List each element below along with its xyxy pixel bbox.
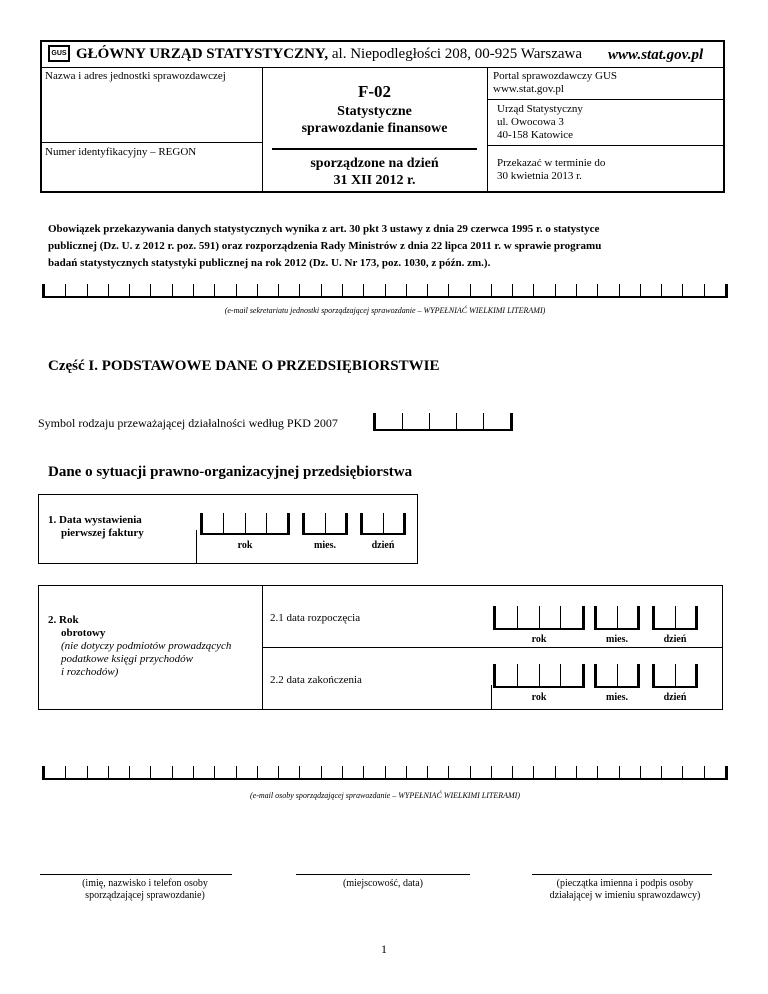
legal-line2: publicznej (Dz. U. z 2012 r. poz. 591) oraz rozporządzenia Rady Ministrów z dnia 22 lipca 2011 r. w sprawie programu	[48, 240, 602, 252]
portal-line1: Portal sprawozdawczy GUS	[493, 70, 618, 82]
q1-month-input[interactable]	[302, 513, 348, 535]
q2-start-month-input[interactable]	[594, 606, 640, 630]
q2-label-line1: Rok	[59, 614, 79, 626]
deadline-line1: Przekazać w terminie do	[497, 157, 606, 169]
signature-line-representative[interactable]	[532, 874, 712, 875]
signature-caption-place-date: (miejscowość, data)	[343, 878, 423, 889]
reporting-date	[262, 155, 487, 189]
q1-label-line1: Data wystawienia	[59, 514, 142, 526]
reporting-unit-label: Nazwa i adres jednostki sprawozdawczej	[45, 70, 226, 82]
preparer-email-input[interactable]	[42, 766, 728, 780]
reporting-date-line2: 31 XII 2012 r.	[333, 173, 416, 188]
q2-end-label: 2.2 data zakończenia	[270, 674, 362, 686]
legal-line3: badań statystycznych statystyki publicznej na rok 2012 (Dz. U. Nr 173, poz. 1030, z późn. zm.).	[48, 257, 491, 269]
office-name: Urząd Statystyczny	[497, 103, 583, 115]
legal-notice	[48, 221, 738, 272]
form-title	[262, 103, 487, 137]
q1-number: 1.	[48, 514, 57, 526]
pkd-label: Symbol rodzaju przeważającej działalności według PKD 2007	[38, 416, 338, 430]
gus-logo-icon	[48, 45, 70, 62]
office-street: ul. Owocowa 3	[497, 116, 564, 128]
q1-label-line2: pierwszej faktury	[61, 527, 144, 539]
org-header	[76, 45, 582, 63]
q1-year-caption: rok	[237, 540, 253, 551]
signature-caption-representative	[520, 878, 730, 902]
form-code: F-02	[357, 82, 392, 101]
signature-caption-preparer	[40, 878, 250, 902]
q2-end-year-input[interactable]	[493, 664, 585, 688]
reporting-date-line1: sporządzone na dzień	[310, 156, 439, 171]
part1-title: Część I. PODSTAWOWE DANE O PRZEDSIĘBIORSTWIE	[48, 358, 440, 374]
q2-number: 2.	[48, 614, 57, 626]
q1-label	[48, 514, 144, 540]
q2-start-month-caption: mies.	[606, 634, 628, 645]
q2-start-year-input[interactable]	[493, 606, 585, 630]
s1-line2: sporządzającej sprawozdanie)	[85, 890, 205, 901]
q1-day-input[interactable]	[360, 513, 406, 535]
deadline-line2: 30 kwietnia 2013 r.	[497, 170, 582, 182]
q2-note-line2: podatkowe księgi przychodów	[61, 653, 193, 665]
q2-end-month-caption: mies.	[606, 692, 628, 703]
q2-start-day-caption: dzień	[663, 634, 687, 645]
signature-line-place-date[interactable]	[296, 874, 470, 875]
form-title-line1: Statystyczne	[337, 104, 412, 119]
secretariat-email-input[interactable]	[42, 284, 728, 298]
s1-line1: (imię, nazwisko i telefon osoby	[82, 878, 208, 889]
s3-line1: (pieczątka imienna i podpis osoby	[556, 878, 694, 889]
regon-input[interactable]	[42, 160, 260, 191]
website-link[interactable]: www.stat.gov.pl	[608, 47, 704, 63]
q2-start-label: 2.1 data rozpoczęcia	[270, 612, 361, 624]
q1-year-input[interactable]	[200, 513, 290, 535]
q2-label-line2: obrotowy	[61, 627, 106, 639]
q2-start-day-input[interactable]	[652, 606, 698, 630]
q2-end-day-caption: dzień	[663, 692, 687, 703]
s3-line2: działającej w imieniu sprawozdawcy)	[549, 890, 701, 901]
legal-line1: Obowiązek przekazywania danych statystycznych wynika z art. 30 pkt 3 ustawy z dnia 29 czerwca 1995 r. o statystyce	[48, 223, 600, 235]
q2-start-year-caption: rok	[531, 634, 547, 645]
q2-end-day-input[interactable]	[652, 664, 698, 688]
q1-month-caption: mies.	[314, 540, 336, 551]
q2-end-month-input[interactable]	[594, 664, 640, 688]
org-name: GŁÓWNY URZĄD STATYSTYCZNY,	[76, 46, 329, 62]
stat-office-address	[497, 103, 583, 142]
page-number: 1	[381, 942, 387, 956]
signature-line-preparer[interactable]	[40, 874, 232, 875]
portal-info	[493, 70, 617, 96]
form-title-line2: sprawozdanie finansowe	[301, 121, 448, 136]
q2-note-line3: i rozchodów)	[61, 666, 119, 678]
org-address: al. Niepodległości 208, 00-925 Warszawa	[331, 46, 583, 62]
portal-url[interactable]: www.stat.gov.pl	[493, 83, 564, 95]
regon-label: Numer identyfikacyjny – REGON	[45, 146, 197, 158]
q2-note-line1: (nie dotyczy podmiotów prowadzących	[61, 640, 232, 652]
office-city: 40-158 Katowice	[497, 129, 574, 141]
preparer-email-caption: (e-mail osoby sporządzającej sprawozdanie – WYPEŁNIAĆ WIELKIMI LITERAMI)	[250, 791, 520, 800]
q1-day-caption: dzień	[371, 540, 395, 551]
q2-end-year-caption: rok	[531, 692, 547, 703]
legal-status-title: Dane o sytuacji prawno-organizacyjnej przedsiębiorstwa	[48, 464, 413, 480]
secretariat-email-caption: (e-mail sekretariatu jednostki sporządzającej sprawozdanie – WYPEŁNIAĆ WIELKIMI LITERAMI)	[224, 306, 546, 315]
submission-deadline	[497, 157, 605, 183]
pkd-code-input[interactable]	[373, 413, 513, 431]
q2-label	[48, 614, 231, 679]
gus-logo-text: GUS	[51, 50, 67, 57]
